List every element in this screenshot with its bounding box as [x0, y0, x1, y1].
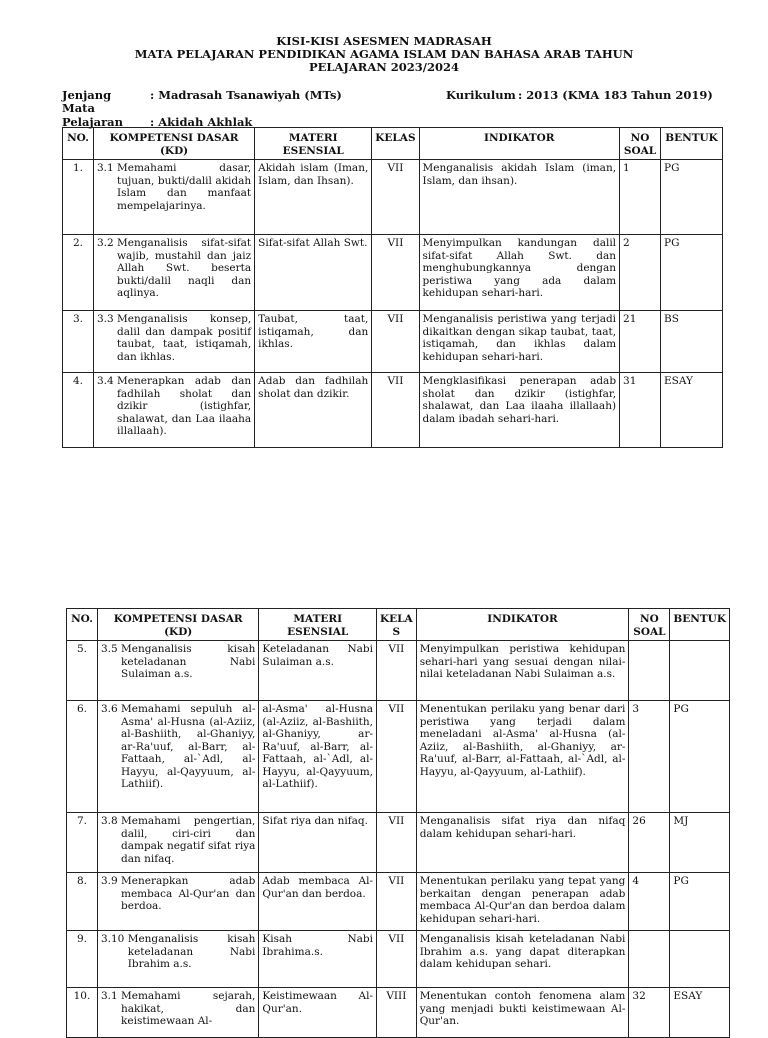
row-indikator: Menganalisis akidah Islam (iman, Islam, dan ihsan). [419, 160, 620, 235]
row-bentuk: MJ [670, 813, 730, 873]
row-indikator: Mengklasifikasi penerapan adab sholat dan dzikir (istighfar, shalawat, dan Laa ilaaha illallaah) dalam ibadah sehari-hari. [419, 373, 620, 448]
row-indikator: Menganalisis kisah keteladanan Nabi Ibrahim a.s. yang dapat diterapkan dalam kehidupan sehari. [416, 931, 629, 988]
row-no: 1. [63, 160, 94, 235]
row-kd [97, 931, 258, 988]
row-no: 10. [67, 988, 98, 1038]
row-kd [93, 373, 254, 448]
col-bentuk: BENTUK [670, 609, 730, 641]
kd-text: Memahami sepuluh al-Asma' al-Husna (al-Aziiz, al-Bashiith, al-Ghaniyy, ar-Ra'uuf, al-Barr, al-Fattaah, al-`Adl, al-Hayyu, al-Qayyuum, al-Lathiif). [121, 703, 256, 790]
kd-text: Menganalisis sifat-sifat wajib, mustahil dan jaiz Allah Swt. beserta bukti/dalil naqli dan aqlinya. [117, 237, 252, 299]
table-row [67, 641, 730, 701]
row-materi: Taubat, taat, istiqamah, dan ikhlas. [255, 311, 372, 373]
table-row [63, 373, 723, 448]
row-bentuk: PG [670, 701, 730, 813]
kurikulum-value: : 2013 (KMA 183 Tahun 2019) [518, 88, 713, 102]
col-indikator: INDIKATOR [419, 128, 620, 160]
row-materi: Kisah Nabi Ibrahima.s. [259, 931, 377, 988]
col-kelas: KELAS [372, 128, 419, 160]
row-kd [93, 160, 254, 235]
row-no-soal: 3 [629, 701, 670, 813]
row-kelas: VII [372, 160, 419, 235]
table-row [63, 311, 723, 373]
row-no: 4. [63, 373, 94, 448]
mapel-value: : Akidah Akhlak [150, 115, 253, 129]
title-line-3: PELAJARAN 2023/2024 [309, 60, 459, 74]
kd-text: Memahami dasar, tujuan, bukti/dalil akidah Islam dan manfaat mempelajarinya. [117, 162, 252, 212]
kd-text: Menerapkan adab membaca Al-Qur'an dan berdoa. [121, 875, 256, 912]
row-kelas: VII [377, 873, 417, 931]
row-kd [97, 873, 258, 931]
row-kelas: VII [372, 311, 419, 373]
meta-kurikulum [446, 88, 713, 102]
row-kelas: VII [372, 373, 419, 448]
row-kelas: VIII [377, 988, 417, 1038]
row-indikator: Menganalisis peristiwa yang terjadi dikaitkan dengan sikap taubat, taat, istiqamah, dan ikhlas dalam kehidupan sehari-hari. [419, 311, 620, 373]
row-no-soal: 1 [620, 160, 661, 235]
col-materi: MATERI ESENSIAL [255, 128, 372, 160]
table-row [67, 931, 730, 988]
row-bentuk [670, 931, 730, 988]
title-line-2: MATA PELAJARAN PENDIDIKAN AGAMA ISLAM DAN BAHASA ARAB TAHUN [134, 47, 634, 61]
col-no: NO. [67, 609, 98, 641]
meta-jenjang [62, 88, 342, 102]
table-row [63, 235, 723, 311]
row-no-soal: 21 [620, 311, 661, 373]
kd-number: 3.5 [100, 643, 118, 655]
col-no-soal: NO SOAL [620, 128, 661, 160]
row-no-soal: 26 [629, 813, 670, 873]
row-indikator: Menyimpulkan peristiwa kehidupan sehari-hari yang sesuai dengan nilai-nilai keteladanan Nabi Sulaiman a.s. [416, 641, 629, 701]
row-no-soal [629, 641, 670, 701]
row-no-soal: 31 [620, 373, 661, 448]
kd-number: 3.2 [96, 237, 114, 249]
row-no-soal [629, 931, 670, 988]
kd-number: 3.1 [96, 162, 114, 174]
row-materi: al-Asma' al-Husna (al-Aziiz, al-Bashiith, al-Ghaniyy, ar-Ra'uuf, al-Barr, al-Fattaah, al-`Adl, al-Hayyu, al-Qayyuum, al-Lathiif). [259, 701, 377, 813]
col-kd: KOMPETENSI DASAR (KD) [93, 128, 254, 160]
row-kd [93, 311, 254, 373]
row-indikator: Menentukan perilaku yang benar dari peristiwa yang terjadi dalam meneladani al-Asma' al-Husna (al-Aziiz, al-Bashiith, al-Ghaniyy, ar- Ra'uuf, al-Barr, al-Fattaah, al-`Adl, al-Hayyu, al-Qayyuum, al-Lathiif). [416, 701, 629, 813]
table-row [67, 813, 730, 873]
row-no: 6. [67, 701, 98, 813]
row-bentuk: BS [661, 311, 723, 373]
col-no-soal: NO SOAL [629, 609, 670, 641]
kd-number: 3.6 [100, 703, 118, 715]
row-no-soal: 2 [620, 235, 661, 311]
row-kelas: VII [377, 641, 417, 701]
row-kelas: VII [377, 931, 417, 988]
row-kelas: VII [377, 701, 417, 813]
row-no: 3. [63, 311, 94, 373]
row-kd [97, 701, 258, 813]
kd-text: Menganalisis kisah keteladanan Nabi Ibrahim a.s. [127, 933, 256, 970]
kurikulum-label: Kurikulum [446, 88, 516, 102]
row-kelas: VII [372, 235, 419, 311]
title-line-1: KISI-KISI ASESMEN MADRASAH [276, 34, 492, 48]
kd-number: 3.3 [96, 313, 114, 325]
table-row [67, 873, 730, 931]
col-no: NO. [63, 128, 94, 160]
row-materi: Adab membaca Al-Qur'an dan berdoa. [259, 873, 377, 931]
kd-number: 3.10 [100, 933, 125, 945]
row-materi: Sifat riya dan nifaq. [259, 813, 377, 873]
jenjang-value: : Madrasah Tsanawiyah (MTs) [150, 88, 342, 102]
col-materi: MATERI ESENSIAL [259, 609, 377, 641]
row-no-soal: 4 [629, 873, 670, 931]
row-kd [97, 988, 258, 1038]
row-materi: Sifat-sifat Allah Swt. [255, 235, 372, 311]
row-materi: Akidah islam (Iman, Islam, dan Ihsan). [255, 160, 372, 235]
row-bentuk [670, 641, 730, 701]
row-no-soal: 32 [629, 988, 670, 1038]
row-no: 5. [67, 641, 98, 701]
kd-text: Memahami pengertian, dalil, ciri-ciri dan dampak negatif sifat riya dan nifaq. [121, 815, 256, 865]
kd-number: 3.4 [96, 375, 114, 387]
row-no: 9. [67, 931, 98, 988]
kd-text: Menganalisis konsep, dalil dan dampak positif taubat, taat, istiqamah, dan ikhlas. [117, 313, 252, 363]
table-row [67, 701, 730, 813]
meta-mapel [62, 101, 252, 129]
mapel-label: Mata Pelajaran [62, 101, 123, 129]
kd-text: Menganalisis kisah keteladanan Nabi Sulaiman a.s. [121, 643, 256, 680]
row-indikator: Menyimpulkan kandungan dalil sifat-sifat Allah Swt. dan menghubungkannya dengan peristiwa yang ada dalam kehidupan sehari-hari. [419, 235, 620, 311]
kd-number: 3.9 [100, 875, 118, 887]
row-kd [93, 235, 254, 311]
table-row [63, 160, 723, 235]
row-bentuk: PG [670, 873, 730, 931]
kd-number: 3.8 [100, 815, 118, 827]
row-kd [97, 641, 258, 701]
row-indikator: Menentukan perilaku yang tepat yang berkaitan dengan penerapan adab membaca Al-Qur'an dan berdoa dalam kehidupan sehari-hari. [416, 873, 629, 931]
row-no: 8. [67, 873, 98, 931]
kisi-table-1 [62, 127, 723, 448]
kisi-table-2 [66, 608, 730, 1038]
row-materi: Adab dan fadhilah sholat dan dzikir. [255, 373, 372, 448]
row-materi: Keistimewaan Al-Qur'an. [259, 988, 377, 1038]
row-indikator: Menganalisis sifat riya dan nifaq dalam kehidupan sehari-hari. [416, 813, 629, 873]
row-kd [97, 813, 258, 873]
row-bentuk: PG [661, 235, 723, 311]
row-kelas: VII [377, 813, 417, 873]
kd-number: 3.1 [100, 990, 118, 1002]
row-no: 7. [67, 813, 98, 873]
kd-text: Memahami sejarah, hakikat, dan keistimewaan Al- [121, 990, 256, 1027]
col-kelas: KELA S [377, 609, 417, 641]
row-bentuk: PG [661, 160, 723, 235]
col-bentuk: BENTUK [661, 128, 723, 160]
row-materi: Keteladanan Nabi Sulaiman a.s. [259, 641, 377, 701]
kd-text: Menerapkan adab dan fadhilah sholat dan dzikir (istighfar, shalawat, dan Laa ilaaha illallaah). [117, 375, 252, 437]
col-indikator: INDIKATOR [416, 609, 629, 641]
table-row [67, 988, 730, 1038]
jenjang-label: Jenjang [62, 88, 112, 102]
row-indikator: Menentukan contoh fenomena alam yang menjadi bukti keistimewaan Al-Qur'an. [416, 988, 629, 1038]
row-no: 2. [63, 235, 94, 311]
row-bentuk: ESAY [670, 988, 730, 1038]
row-bentuk: ESAY [661, 373, 723, 448]
document-title [0, 35, 768, 74]
col-kd: KOMPETENSI DASAR (KD) [97, 609, 258, 641]
